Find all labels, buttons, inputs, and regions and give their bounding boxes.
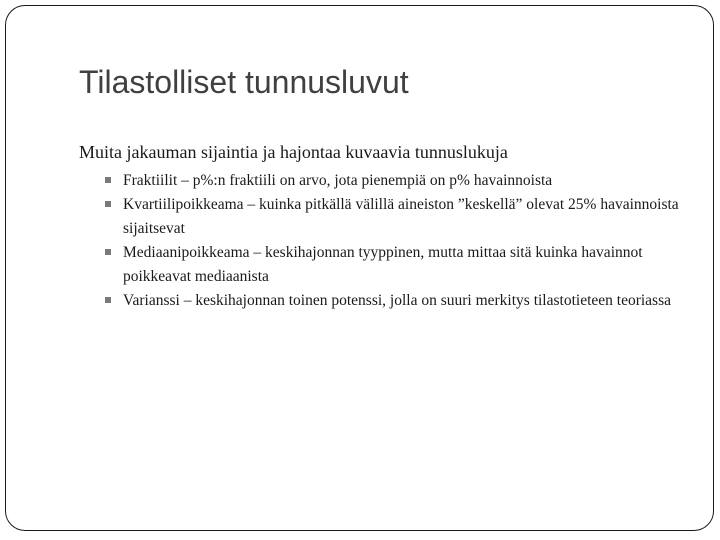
lead-paragraph: Muita jakauman sijaintia ja hajontaa kuvaavia tunnuslukuja xyxy=(79,142,508,162)
bullet-item xyxy=(79,241,679,289)
slide-body xyxy=(79,140,679,313)
bullet-item xyxy=(79,193,679,241)
square-bullet-icon xyxy=(105,177,111,183)
square-bullet-icon xyxy=(105,297,111,303)
bullet-item xyxy=(79,289,679,313)
square-bullet-icon xyxy=(105,249,111,255)
bullet-list xyxy=(79,169,679,313)
bullet-item xyxy=(79,169,679,193)
bullet-text: Kvartiilipoikkeama – kuinka pitkällä välillä aineiston ”keskellä” olevat 25% havainnoista sijaitsevat xyxy=(123,196,679,237)
bullet-text: Fraktiilit – p%:n fraktiili on arvo, jota pienempiä on p% havainnoista xyxy=(123,172,553,189)
slide-title: Tilastolliset tunnusluvut xyxy=(79,64,409,100)
bullet-text: Varianssi – keskihajonnan toinen potenssi, jolla on suuri merkitys tilastotieteen teoriassa xyxy=(123,292,671,309)
bullet-text: Mediaanipoikkeama – keskihajonnan tyyppinen, mutta mittaa sitä kuinka havainnot poikkeavat mediaanista xyxy=(123,244,643,285)
square-bullet-icon xyxy=(105,201,111,207)
